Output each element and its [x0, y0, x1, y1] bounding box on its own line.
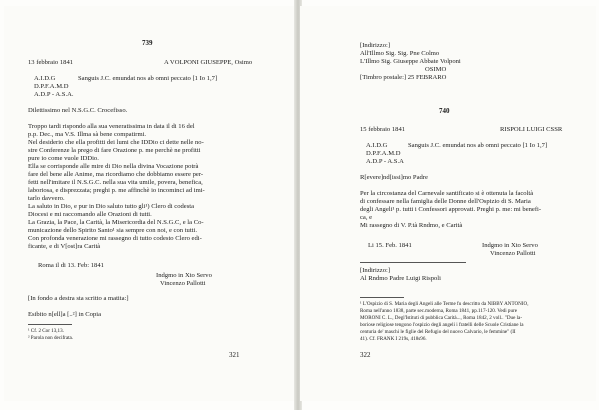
- letter-number: 739: [142, 39, 153, 47]
- body-line: pure io come vuole IDDio.: [28, 155, 99, 162]
- signature: Vincenzo Pallotti: [490, 250, 536, 257]
- sanguis-motto: Sanguis J.C. emundat nos ab omni peccato [1 Io 1,7]: [78, 75, 218, 82]
- body-line: ca, e: [360, 214, 373, 221]
- address-rule: [360, 262, 466, 263]
- body-line: p.p. Dec., ma V.S. Illma sà bene compatirmi.: [28, 131, 147, 138]
- right-page: [300, 6, 596, 401]
- letter-recipient: RISPOLI LUIGI CSSR: [500, 126, 563, 133]
- address-line: [Indirizzo:]: [360, 42, 391, 49]
- body-line: tarlo davvero.: [28, 195, 65, 202]
- body-line: fetti nell'imitare il N.S.G.C. nella sua vita umile, povera, benefica,: [28, 179, 203, 186]
- footnote-line: boriose religiose tengono l'ospizio degli angeli i fratelli delle Scuole Cristiane la: [360, 322, 524, 328]
- signature: Vincenzo Pallotti: [160, 280, 206, 287]
- body-line: municazione dello Spirito Santo¹ sia sempre con noi, e con tutti.: [28, 227, 197, 234]
- body-line: Troppo tardi rispondo alla sua veneratissima in data il di 16 del: [28, 123, 195, 130]
- invocation: A.I.D.G: [366, 142, 388, 149]
- body-line: di confessare nella famiglia delle Donne dell'Ospizio di S. Maria: [360, 198, 531, 205]
- sanguis-motto: Sanguis J.C. emundat nos ab omni peccato [1 Io 1,7]: [408, 142, 548, 149]
- body-line: Diocesi e mi raccomando alle Orazioni di tutti.: [28, 211, 152, 218]
- pencil-note: Esibito n[ell]a [..²] in Copia: [28, 311, 102, 318]
- body-line: Mi rassegno di V. P.tà Rndmo, e Carità: [360, 222, 463, 229]
- body-line: fare del bene alle Anime, ma ricordiamo che dobbiamo essere per-: [28, 171, 204, 178]
- page-number: 321: [229, 351, 240, 359]
- body-line: Nel desiderio che ella profitti dei lumi che IDDio ci dette nelle no-: [28, 139, 204, 146]
- footnote-line: Roma nell'anno 1838, parte sec.moderna, Roma 1841, pp.117-120. Vedi pure: [360, 308, 517, 314]
- invocation: A.D.P - A.S.A: [366, 158, 404, 165]
- invocation: A.I.D.G: [34, 75, 56, 82]
- letter-number: 740: [439, 107, 450, 115]
- body-line: laboriosa, e disprezzata; preghi p. me affinchè io incominci ad imi-: [28, 187, 205, 194]
- address-recipient: Al Rndmo Padre Luigi Rispoli: [360, 275, 441, 282]
- closing: Indgmo in Xto Servo: [156, 272, 212, 279]
- body-line: stre Conferenze la prego di fare Orazione p. me perchè ne profitti: [28, 147, 201, 154]
- body-line: Ella se corrisponde alle mire di Dio nella divina Vocazione potrà: [28, 163, 199, 170]
- address-line: All'Illmo Sig. Sig. Pne Colmo: [360, 50, 440, 57]
- postmark: [Timbro postale:] 25 FEBRARO: [360, 74, 447, 81]
- footnote-line: 41). Cf. FRANK I 219s, 418s96.: [360, 336, 427, 342]
- pencil-note-heading: [In fondo a destra sta scritto a matita:]: [28, 295, 129, 302]
- place-date: Li 15. Feb. 1841: [368, 242, 412, 249]
- invocation: A.D.P - A.S.A.: [34, 91, 74, 98]
- body-line: Per la circostanza del Carnevale santificato si è ottenuta la facoltà: [360, 190, 534, 197]
- address-label: [Indirizzo:]: [360, 267, 391, 274]
- letter-recipient: A VOLPONI GIUSEPPE, Osimo: [164, 59, 253, 66]
- salutation: Dilettissimo nel N.S.G.C. Crocefisso.: [28, 107, 128, 114]
- footnote: ¹ Cf. 2 Cor 13,13.: [28, 328, 64, 334]
- footnote-line: centuria de' maschi le figlie del Refugio del nuovo Calvario, le femmine" (II: [360, 329, 516, 335]
- address-line: L'Illmo Sig. Giuseppe Abbate Volponi: [360, 58, 461, 65]
- invocation: D.P.F.A.M.D: [34, 83, 69, 90]
- address-line: OSIMO: [425, 66, 447, 73]
- place-date: Roma il di 13. Feb: 1841: [38, 262, 104, 269]
- salutation: R[evere]nd[issi]mo Padre: [360, 174, 428, 181]
- invocation: D.P.F.A.M.D: [366, 150, 401, 157]
- body-line: La saluto in Dio, e pur in Dio saluto tutto gli¹) Clero di codesta: [28, 203, 195, 210]
- body-line: degli Angeli¹ p. tutti i Confessori approvati. Preghi p. me: mi benefi-: [360, 206, 542, 213]
- footnote-rule: [28, 324, 72, 325]
- body-line: La Grazia, la Pace, la Carità, la Misericordia del N.S.G.C, e la Co-: [28, 219, 204, 226]
- footnote-line: ¹ L'Ospizio di S. Maria degli Angeli alle Terme fu descritto da NIBBY ANTONIO,: [360, 301, 529, 307]
- left-page: [4, 6, 295, 401]
- body-line: ficante, e di V[ost]ra Carità: [28, 243, 101, 250]
- letter-date: 15 febbraio 1841: [360, 126, 406, 133]
- footnote-rule: [360, 297, 404, 298]
- footnote-line: MORONI C. L., Degl'Istituti di pubblica Carità..., Roma 1842, 2 voll.. "Due la-: [360, 315, 523, 321]
- letter-date: 13 febbraio 1841: [28, 59, 74, 66]
- closing: Indgmo in Xto Servo: [482, 242, 538, 249]
- page-number: 322: [360, 351, 371, 359]
- body-line: Con profonda venerazione mi rassegno di tutto codesto Clero edi-: [28, 235, 202, 242]
- footnote: ² Parola non decifrata.: [28, 335, 74, 341]
